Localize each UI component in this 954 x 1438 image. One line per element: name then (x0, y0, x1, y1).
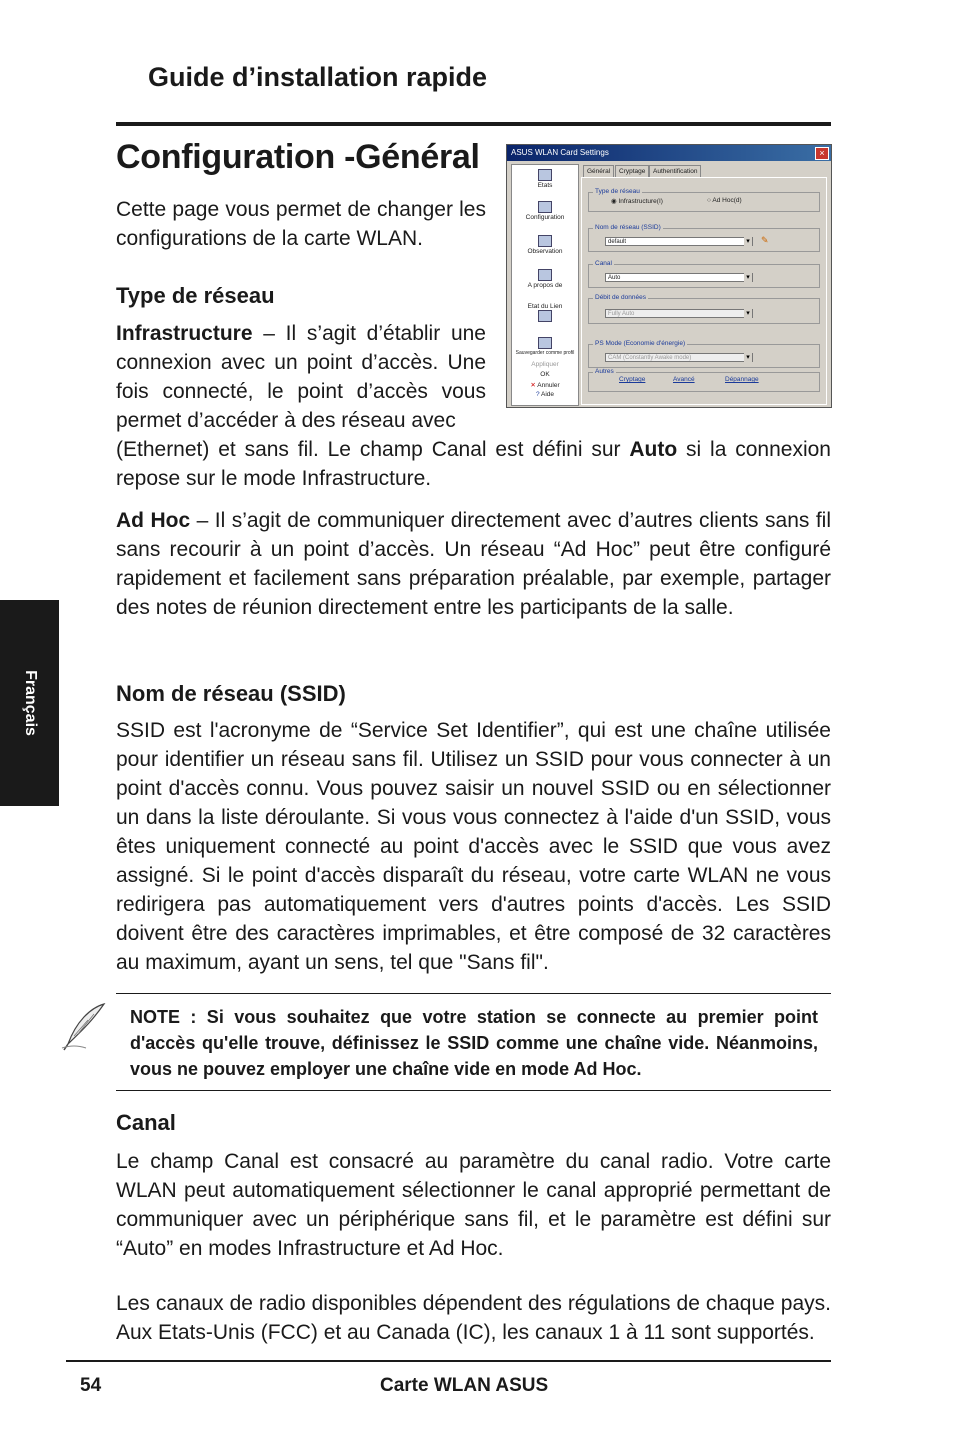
close-icon: × (815, 147, 829, 160)
ssid-combo: default ▾ (605, 237, 753, 246)
group-data-rate: Débit de données Fully Auto ▾ (588, 298, 820, 324)
group-canal: Canal Auto ▾ (588, 264, 820, 288)
sidebar-item-etats: Etats (512, 169, 578, 189)
rate-combo: Fully Auto ▾ (605, 309, 753, 318)
help-icon: ? (535, 391, 542, 398)
canal-paragraph-1: Le champ Canal est consacré au paramètre du canal radio. Votre carte WLAN peut automatiquement sélectionner le canal approprié permettant de communiquer avec un périphérique sans fil, et le paramètre est défini sur “Auto” en modes Infrastructure et Ad Hoc. (116, 1150, 831, 1260)
infrastructure-paragraph: Infrastructure – Il s’agit d’établir une connexion avec un point d’accès. Une fois connecté, le point d’accès vous permet d’accéder à des réseau avec (116, 322, 486, 432)
ssid-paragraph: SSID est l'acronyme de “Service Set Identifier”, qui est une chaîne utilisée pour identifier un réseau sans fil. Utilisez un SSID pour vous connecter à un point d'accès connu. Vous pouvez saisir un nouvel SSID ou en sélectionner un dans la liste déroulante. Si vous vous connectez à l'aide d'un SSID, vous êtes uniquement connecté au point d'accès avec le SSID que vous avez assigné. Si le point d'accès disparaît du réseau, votre carte WLAN ne vous redirigera pas automatiquement vers d'autres points d'accès. Les SSID doivent être des caractères imprimables, et être composé de 32 caractères au maximum, ayant un sens, tel que "Sans fil". (116, 719, 831, 974)
edit-icon: ✎ (761, 235, 769, 245)
link-avance: Avancé (673, 376, 695, 383)
heading-type-reseau: Type de réseau (116, 283, 275, 308)
sidebar-item-ok: OK (540, 371, 550, 378)
dialog-sidebar (511, 164, 579, 406)
note-top-rule (116, 993, 831, 994)
link-icon (538, 310, 552, 322)
tab-cryptage: Cryptage (615, 165, 649, 178)
radio-infrastructure: ◉ Infrastructure(I) (611, 198, 663, 205)
note-text: NOTE : Si vous souhaitez que votre station se connecte au premier point d'accès qu'elle trouve, définissez le SSID comme une chaîne vide. Néanmoins, vous ne pouvez employer une chaîne vide en mode Ad Hoc. (130, 1007, 818, 1079)
top-divider (116, 122, 831, 126)
save-icon (538, 337, 552, 349)
status-icon (538, 169, 552, 181)
cancel-icon: ✕ (530, 382, 538, 389)
page-number: 54 (80, 1375, 102, 1396)
general-panel (581, 177, 827, 405)
tab-general: Général (583, 165, 614, 178)
feather-pen-icon (60, 1000, 110, 1052)
group-ssid: Nom de réseau (SSID) default ▾ ✎ (588, 228, 820, 252)
header-title: Guide d’installation rapide (148, 62, 488, 92)
adhoc-paragraph: Ad Hoc – Il s’agit de communiquer directement avec d’autres clients sans fil sans recourir à un point d’accès. Un réseau “Ad Hoc” peut être configuré rapidement et facilement sans préparation préalable, par exemple, partager des notes de réunion directement entre les participants de la salle. (116, 509, 832, 619)
intro-paragraph: Cette page vous permet de changer les configurations de la carte WLAN. (116, 198, 486, 250)
config-icon (538, 201, 552, 213)
sidebar-item-about: A propos de (512, 269, 578, 289)
dialog-title: ASUS WLAN Card Settings (507, 145, 831, 161)
footer-divider (66, 1360, 831, 1362)
page-title: Configuration -Général (116, 138, 480, 176)
group-other: Autres Cryptage Avancé Dépannage (588, 372, 820, 392)
sidebar-item-cancel: ✕ Annuler (530, 382, 560, 389)
sidebar-item-link-state: Etat du Lien (512, 303, 578, 323)
heading-canal: Canal (116, 1110, 176, 1135)
link-cryptage: Cryptage (619, 376, 646, 383)
link-depannage: Dépannage (725, 376, 759, 383)
canal-paragraph-2: Les canaux de radio disponibles dépendent des régulations de chaque pays. Aux Etats-Unis (FCC) et au Canada (IC), les canaux 1 à 11 sont supportés. (116, 1292, 831, 1344)
tab-authentification: Authentification (649, 165, 701, 178)
wlan-settings-screenshot (506, 144, 832, 408)
sidebar-item-save-profile: Sauvegarder comme profil (512, 337, 578, 356)
note-bottom-rule (116, 1090, 831, 1091)
language-side-tab: Français (0, 600, 59, 806)
sidebar-item-observation: Observation (512, 235, 578, 255)
footer-title: Carte WLAN ASUS (380, 1375, 549, 1396)
sidebar-item-apply: Appliquer (531, 361, 559, 368)
group-network-type: Type de réseau ◉ Infrastructure(I) ○ Ad Hoc(d) (588, 192, 820, 212)
group-ps-mode: PS Mode (Economie d'énergie) CAM (Constantly Awake mode) ▾ (588, 344, 820, 368)
radio-adhoc: ○ Ad Hoc(d) (707, 197, 742, 204)
ps-combo: CAM (Constantly Awake mode) ▾ (605, 353, 753, 362)
heading-ssid: Nom de réseau (SSID) (116, 681, 346, 706)
sidebar-item-configuration: Configuration (512, 201, 578, 221)
canal-combo: Auto ▾ (605, 273, 753, 282)
observation-icon (538, 235, 552, 247)
sidebar-item-help: ? Aide (535, 391, 555, 398)
info-icon (538, 269, 552, 281)
infrastructure-paragraph-cont: (Ethernet) et sans fil. Le champ Canal est défini sur Auto si la connexion repose sur le mode Infrastructure. (116, 438, 831, 490)
